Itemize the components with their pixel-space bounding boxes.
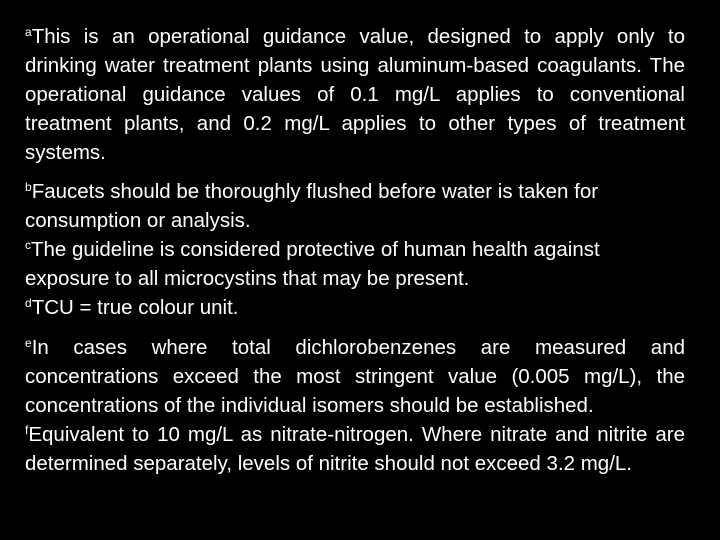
footnotes-b-c-d bbox=[25, 177, 685, 322]
footnote-f bbox=[25, 420, 685, 478]
footnote-e bbox=[25, 333, 685, 420]
footnote-text-d: TCU = true colour unit. bbox=[31, 296, 239, 319]
footnote-c bbox=[25, 235, 685, 293]
footnote-text-a: This is an operational guidance value, designed to apply only to drinking water treatment plants using aluminum-based coagulants. The operational guidance values of 0.1 mg/L applies to conventional treatment plants, and 0.2 mg/L applies to other types of treatment systems. bbox=[25, 25, 685, 164]
footnote-a bbox=[25, 22, 685, 167]
footnote-b bbox=[25, 177, 685, 235]
footnote-text-b: Faucets should be thoroughly flushed before water is taken for consumption or analysis. bbox=[25, 180, 599, 232]
footnote-text-f: Equivalent to 10 mg/L as nitrate-nitrogen. Where nitrate and nitrite are determined separately, levels of nitrite should not exceed 3.2 mg/L. bbox=[25, 423, 685, 475]
footnote-text-c: The guideline is considered protective of human health against exposure to all microcystins that may be present. bbox=[25, 238, 600, 290]
footnote-marker-f: f bbox=[25, 423, 29, 437]
footnotes-e-f bbox=[25, 333, 685, 478]
footnote-marker-e: e bbox=[25, 336, 32, 350]
footnote-marker-d: d bbox=[25, 296, 32, 310]
footnote-marker-a: a bbox=[25, 25, 32, 39]
footnote-d bbox=[25, 293, 685, 322]
footnote-marker-c: c bbox=[25, 238, 31, 252]
footnote-text-e: In cases where total dichlorobenzenes are measured and concentrations exceed the most stringent value (0.005 mg/L), the concentrations of the individual isomers should be established. bbox=[25, 336, 685, 417]
footnote-marker-b: b bbox=[25, 180, 32, 194]
